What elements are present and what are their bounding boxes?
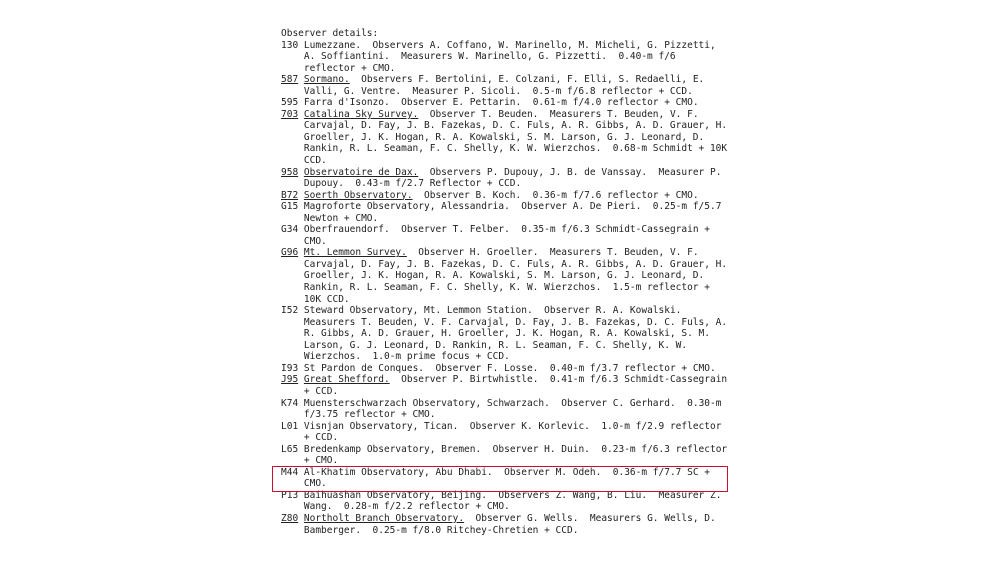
entry-continuation-line: reflector + CMO. (281, 62, 396, 74)
entry-continuation-line: 10K CCD. (281, 293, 350, 305)
observatory-code: L65 (281, 443, 299, 455)
observer-entry-k74 (281, 398, 761, 421)
entry-details-text: Observer R. A. Kowalski. (532, 305, 682, 317)
entry-details-text: Observer H. Groeller. Measurers T. Beuden, V. F. (406, 247, 699, 259)
observer-entry-130 (281, 40, 761, 75)
observatory-site-name: Oberfrauendorf. (303, 224, 390, 236)
observer-details-heading: Observer details: (281, 28, 379, 39)
observer-entry-958 (281, 167, 761, 190)
observer-entry-g34 (281, 224, 761, 247)
observatory-code: 130 (281, 39, 299, 51)
entry-continuation-line: Newton + CMO. (281, 212, 379, 224)
entry-first-line (281, 398, 761, 410)
observatory-code: L01 (281, 420, 299, 432)
entry-first-line (281, 74, 761, 86)
observer-entry-g96 (281, 247, 761, 305)
entry-first-line (281, 247, 761, 259)
observatory-code: M44 (281, 466, 299, 478)
observatory-site-link[interactable]: Sormano. (303, 74, 350, 86)
entry-first-line (281, 374, 761, 386)
entry-details-text: Observers Z. Wang, B. Liu. Measurer Z. (486, 489, 722, 501)
entry-continuation-line: CMO. (281, 478, 327, 490)
observer-entry-z80 (281, 513, 761, 536)
entry-continuation-line: Wierzchos. 1.0-m prime focus + CCD. (281, 351, 510, 363)
entry-first-line (281, 421, 761, 433)
entry-first-line (281, 167, 761, 179)
entry-first-line (281, 40, 761, 52)
entry-first-line (281, 305, 761, 317)
entry-continuation-line: + CCD. (281, 385, 339, 397)
observer-entry-j95 (281, 374, 761, 397)
observatory-code[interactable]: 703 (281, 108, 299, 120)
observatory-code[interactable]: Z80 (281, 512, 299, 524)
observer-details-document (281, 28, 761, 536)
entry-details-text: Observer H. Duin. 0.23-m f/6.3 reflector (481, 443, 728, 455)
observatory-site-link[interactable]: Catalina Sky Survey. (303, 108, 419, 120)
observatory-site-name: St Pardon de Conques. (303, 362, 425, 374)
highlight-box-m44 (272, 466, 728, 492)
observer-entries-list (281, 40, 761, 537)
entry-first-line (281, 513, 761, 525)
entry-continuation-line: Carvajal, D. Fay, J. B. Fazekas, D. C. Fuls, A. R. Gibbs, A. D. Grauer, H. (281, 120, 728, 132)
entry-details-text: Observer M. Odeh. 0.36-m f/7.7 SC + (492, 466, 710, 478)
entry-details-text: Observers F. Bertolini, E. Colzani, F. Elli, S. Redaelli, E. (349, 74, 705, 86)
entry-continuation-line: + CMO. (281, 455, 339, 467)
entry-continuation-line: f/3.75 reflector + CMO. (281, 409, 436, 421)
observatory-site-link[interactable]: Observatoire de Dax. (303, 166, 419, 178)
entry-continuation-line: Wang. 0.28-m f/2.2 reflector + CMO. (281, 501, 510, 513)
observatory-site-name: Steward Observatory, Mt. Lemmon Station. (303, 305, 533, 317)
entry-continuation-line: Larson, G. J. Leonard, D. Rankin, R. L. Seaman, F. C. Shelly, K. W. (281, 339, 688, 351)
observer-entry-b72 (281, 190, 761, 202)
observer-entry-p13 (281, 490, 761, 513)
entry-details-text: Observer B. Koch. 0.36-m f/7.6 reflector + CMO. (412, 189, 699, 201)
entry-details-text: Observer K. Korlevic. 1.0-m f/2.9 reflector (458, 420, 722, 432)
observer-entry-i52 (281, 305, 761, 363)
observer-entry-g15 (281, 201, 761, 224)
observatory-site-name: Magroforte Observatory, Alessandria. (303, 201, 510, 213)
entry-details-text: Observer T. Beuden. Measurers T. Beuden, V. F. (418, 108, 699, 120)
entry-continuation-line: Measurers T. Beuden, V. F. Carvajal, D. Fay, J. B. Fazekas, D. C. Fuls, A. (281, 316, 728, 328)
observatory-code: 595 (281, 97, 299, 109)
entry-first-line (281, 363, 761, 375)
observer-entry-i93 (281, 363, 761, 375)
entry-details-text: Observer P. Birtwhistle. 0.41-m f/6.3 Schmidt-Cassegrain (389, 374, 728, 386)
observatory-site-link[interactable]: Soerth Observatory. (303, 189, 413, 201)
observatory-site-link[interactable]: Northolt Branch Observatory. (303, 512, 465, 524)
entry-continuation-line: CMO. (281, 235, 327, 247)
observatory-site-name: Visnjan Observatory, Tican. (303, 420, 459, 432)
entry-first-line (281, 444, 761, 456)
observatory-site-name: Lumezzane. (303, 39, 362, 51)
entry-details-text: Observers A. Coffano, W. Marinello, M. Micheli, G. Pizzetti, (361, 39, 716, 51)
observatory-site-name: Bredenkamp Observatory, Bremen. (303, 443, 482, 455)
observatory-site-name: Farra d'Isonzo. (303, 97, 390, 109)
observatory-site-link[interactable]: Great Shefford. (303, 374, 390, 386)
observatory-site-name: Baihuashan Observatory, Beijing. (303, 489, 487, 501)
observatory-code: I93 (281, 362, 299, 374)
observatory-code[interactable]: G96 (281, 247, 299, 259)
observatory-code[interactable]: B72 (281, 189, 299, 201)
observatory-site-name: Al-Khatim Observatory, Abu Dhabi. (303, 466, 493, 478)
observer-entry-l65 (281, 444, 761, 467)
entry-continuation-line: R. Gibbs, A. D. Grauer, H. Groeller, J. K. Hogan, R. A. Kowalski, S. M. (281, 328, 710, 340)
entry-continuation-line: Rankin, R. L. Seaman, F. C. Shelly, K. W. Wierzchos. 1.5-m reflector + (281, 282, 710, 294)
observatory-code: I52 (281, 305, 299, 317)
observatory-code: K74 (281, 397, 299, 409)
observatory-code: G15 (281, 201, 299, 213)
entry-details-text: Observer T. Felber. 0.35-m f/6.3 Schmidt-Cassegrain + (389, 224, 710, 236)
entry-continuation-line: Dupouy. 0.43-m f/2.7 Reflector + CCD. (281, 178, 522, 190)
entry-details-text: Observer G. Wells. Measurers G. Wells, D. (464, 512, 716, 524)
observatory-code: G34 (281, 224, 299, 236)
entry-continuation-line: Carvajal, D. Fay, J. B. Fazekas, D. C. Fuls, A. R. Gibbs, A. D. Grauer, H. (281, 258, 728, 270)
entry-first-line (281, 201, 761, 213)
entry-continuation-line: A. Soffiantini. Measurers W. Marinello, G. Pizzetti. 0.40-m f/6 (281, 51, 676, 63)
observatory-code[interactable]: J95 (281, 374, 299, 386)
entry-continuation-line: Groeller, J. K. Hogan, R. A. Kowalski, S. M. Larson, G. J. Leonard, D. (281, 131, 705, 143)
entry-continuation-line: CCD. (281, 155, 327, 167)
entry-continuation-line: Valli, G. Ventre. Measurer P. Sicoli. 0.5-m f/6.8 reflector + CCD. (281, 85, 693, 97)
entry-details-text: Observers P. Dupouy, J. B. de Vanssay. Measurer P. (418, 166, 722, 178)
observer-entry-703 (281, 109, 761, 167)
entry-details-text: Observer A. De Pieri. 0.25-m f/5.7 (509, 201, 722, 213)
entry-details-text: Observer E. Pettarin. 0.61-m f/4.0 reflector + CMO. (389, 97, 699, 109)
observatory-site-link[interactable]: Mt. Lemmon Survey. (303, 247, 407, 259)
entry-first-line (281, 97, 761, 109)
observatory-code[interactable]: 958 (281, 166, 299, 178)
entry-first-line (281, 224, 761, 236)
entry-details-text: Observer C. Gerhard. 0.30-m (549, 397, 722, 409)
observer-entry-587 (281, 74, 761, 97)
observatory-site-name: Muensterschwarzach Observatory, Schwarzach. (303, 397, 550, 409)
observer-entry-l01 (281, 421, 761, 444)
entry-continuation-line: + CCD. (281, 432, 339, 444)
entry-first-line (281, 190, 761, 202)
entry-continuation-line: Rankin, R. L. Seaman, F. C. Shelly, K. W. Wierzchos. 0.68-m Schmidt + 10K (281, 143, 728, 155)
entry-continuation-line: Bamberger. 0.25-m f/8.0 Ritchey-Chretien + CCD. (281, 524, 579, 536)
entry-first-line (281, 109, 761, 121)
observer-entry-595 (281, 97, 761, 109)
entry-continuation-line: Groeller, J. K. Hogan, R. A. Kowalski, S. M. Larson, G. J. Leonard, D. (281, 270, 705, 282)
observatory-code: P13 (281, 489, 299, 501)
observatory-code[interactable]: 587 (281, 74, 299, 86)
entry-details-text: Observer F. Losse. 0.40-m f/3.7 reflector + CMO. (424, 362, 716, 374)
